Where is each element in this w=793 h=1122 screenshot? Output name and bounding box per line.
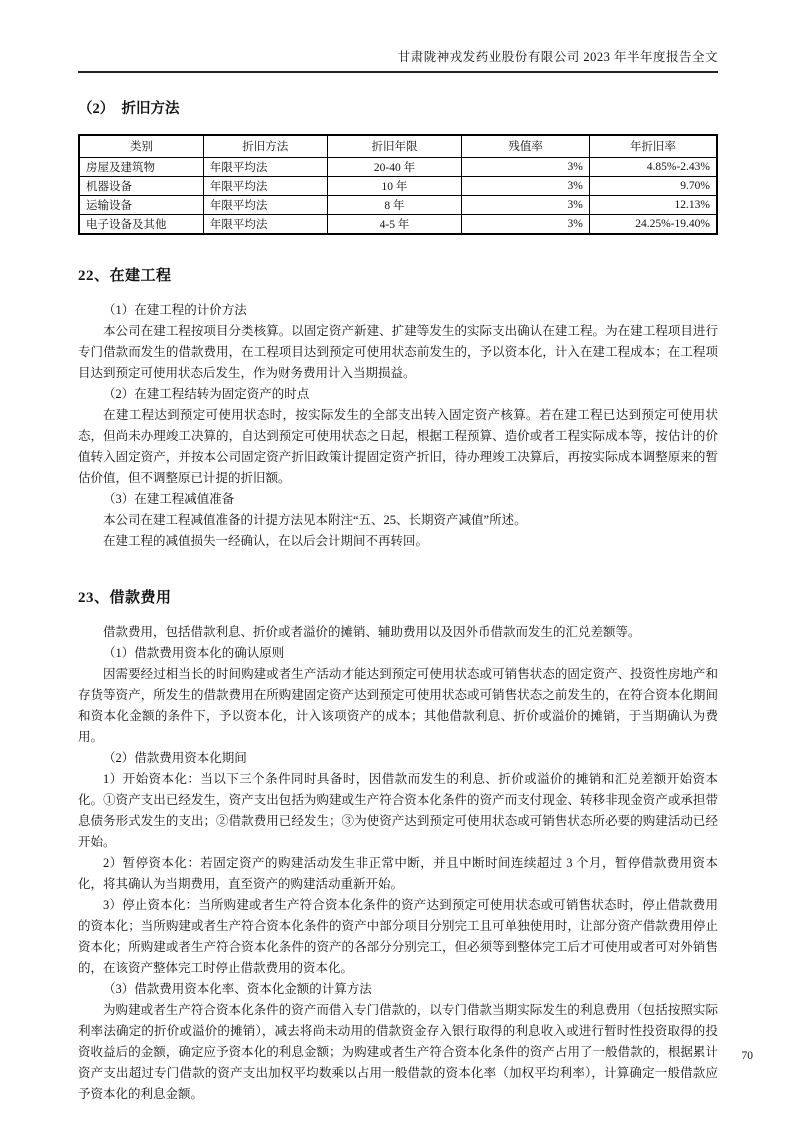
cell-category: 电子设备及其他 [79, 214, 203, 234]
paragraph: （2）在建工程结转为固定资产的时点 [103, 386, 310, 401]
col-header-years: 折旧年限 [327, 135, 462, 157]
table-row [79, 176, 717, 195]
cell-category: 运输设备 [79, 195, 203, 214]
paragraph: 在建工程达到预定可使用状态时，按实际发生的全部支出转入固定资产核算。若在建工程已达到预定可使用状态，但尚未办理竣工决算的，自达到预定可使用状态之日起，根据工程预算、造价或者工程实际成本等，按估计的价值转入固定资产，并按本公司固定资产折旧政策计提固定资产折旧，待办理竣工决算后，再按实际成本调整原来的暂估价值，但不调整原已计提的折旧额。 [78, 407, 718, 485]
cell-category: 房屋及建筑物 [79, 157, 203, 176]
depreciation-method-heading: （2） 折旧方法 [78, 101, 180, 117]
paragraph: 借款费用，包括借款利息、折价或者溢价的摊销、辅助费用以及因外币借款而发生的汇兑差额等。 [103, 624, 641, 639]
page-header [78, 0, 718, 73]
paragraph: 为购建或者生产符合资本化条件的资产而借入专门借款的，以专门借款当期实际发生的利息费用（包括按照实际利率法确定的折价或溢价的摊销），减去将尚未动用的借款资金存入银行取得的利息收入或进行暂时性投资取得的投资收益后的金额，确定应予资本化的利息金额；为购建或者生产符合资本化条件的资产占用了一般借款的，根据累计资产支出超过专门借款的资产支出加权平均数乘以占用一般借款的资本化率（加权平均利率），计算确定一般借款应予资本化的利息金额。 [78, 1002, 718, 1101]
cell-annual-rate: 9.70% [589, 176, 717, 195]
table-row [79, 157, 717, 176]
report-title: 甘肃陇神戎发药业股份有限公司 2023 年半年度报告全文 [397, 50, 718, 64]
cell-residual-rate: 3% [462, 176, 590, 195]
cell-category: 机器设备 [79, 176, 203, 195]
cell-method: 年限平均法 [203, 214, 327, 234]
cell-years: 20-40 年 [327, 157, 462, 176]
cell-annual-rate: 4.85%-2.43% [589, 157, 717, 176]
paragraph: 本公司在建工程减值准备的计提方法见本附注“五、25、长期资产减值”所述。 [103, 512, 527, 527]
paragraph: 3）停止资本化：当所购建或者生产符合资本化条件的资产达到预定可使用状态或可销售状态时，停止借款费用的资本化；当所购建或者生产符合资本化条件的资产中部分项目分别完工且可单独使用时，让部分资产借款费用停止资本化；所购建或者生产符合资本化条件的资产的各部分分别完工，但必须等到整体完工后才可使用或者可对外销售的，在该资产整体完工时停止借款费用的资本化。 [78, 897, 718, 975]
col-header-category: 类别 [79, 135, 203, 157]
table-row [79, 214, 717, 234]
col-header-method: 折旧方法 [203, 135, 327, 157]
cell-years: 4-5 年 [327, 214, 462, 234]
cell-method: 年限平均法 [203, 157, 327, 176]
paragraph: （1）在建工程的计价方法 [103, 302, 247, 317]
cell-years: 8 年 [327, 195, 462, 214]
paragraph: 在建工程的减值损失一经确认，在以后会计期间不再转回。 [103, 533, 429, 548]
paragraph: 本公司在建工程按项目分类核算。以固定资产新建、扩建等发生的实际支出确认在建工程。为在建工程项目进行专门借款而发生的借款费用，在工程项目达到预定可使用状态前发生的，予以资本化，计入在建工程成本；在工程项目达到预定可使用状态后发生，作为财务费用计入当期损益。 [78, 323, 718, 380]
paragraph: 因需要经过相当长的时间购建或者生产活动才能达到预定可使用状态或可销售状态的固定资产、投资性房地产和存货等资产，所发生的借款费用在所购建固定资产达到预定可使用状态或可销售状态之前发生的，在符合资本化期间和资本化金额的条件下，予以资本化，计入该项资产的成本；其他借款利息、折价或溢价的摊销，于当期确认为费用。 [78, 666, 718, 744]
paragraph: （3）借款费用资本化率、资本化金额的计算方法 [103, 981, 372, 996]
section-22-heading: 22、在建工程 [78, 267, 172, 284]
cell-method: 年限平均法 [203, 195, 327, 214]
cell-residual-rate: 3% [462, 214, 590, 234]
col-header-residual-rate: 残值率 [462, 135, 590, 157]
table-row [79, 195, 717, 214]
cell-years: 10 年 [327, 176, 462, 195]
paragraph: （2）借款费用资本化期间 [103, 750, 247, 765]
paragraph: （1）借款费用资本化的确认原则 [103, 645, 285, 660]
cell-residual-rate: 3% [462, 195, 590, 214]
depreciation-table [78, 134, 718, 235]
col-header-annual-rate: 年折旧率 [589, 135, 717, 157]
section-23-heading: 23、借款费用 [78, 589, 172, 606]
paragraph: （3）在建工程减值准备 [103, 491, 235, 506]
table-header-row [79, 135, 717, 157]
paragraph: 2）暂停资本化：若固定资产的购建活动发生非正常中断，并且中断时间连续超过 3 个月，暂停借款费用资本化，将其确认为当期费用，直至资产的购建活动重新开始。 [78, 855, 718, 891]
paragraph: 1）开始资本化：当以下三个条件同时具备时，因借款而发生的利息、折价或溢价的摊销和汇兑差额开始资本化。①资产支出已经发生，资产支出包括为购建或生产符合资本化条件的资产而支付现金、转移非现金资产或承担带息债务形式发生的支出；②借款费用已经发生；③为使资产达到预定可使用状态或可销售状态所必要的购建活动已经开始。 [78, 771, 718, 849]
cell-annual-rate: 24.25%-19.40% [589, 214, 717, 234]
cell-annual-rate: 12.13% [589, 195, 717, 214]
page-number: 70 [741, 1050, 753, 1062]
cell-method: 年限平均法 [203, 176, 327, 195]
cell-residual-rate: 3% [462, 157, 590, 176]
